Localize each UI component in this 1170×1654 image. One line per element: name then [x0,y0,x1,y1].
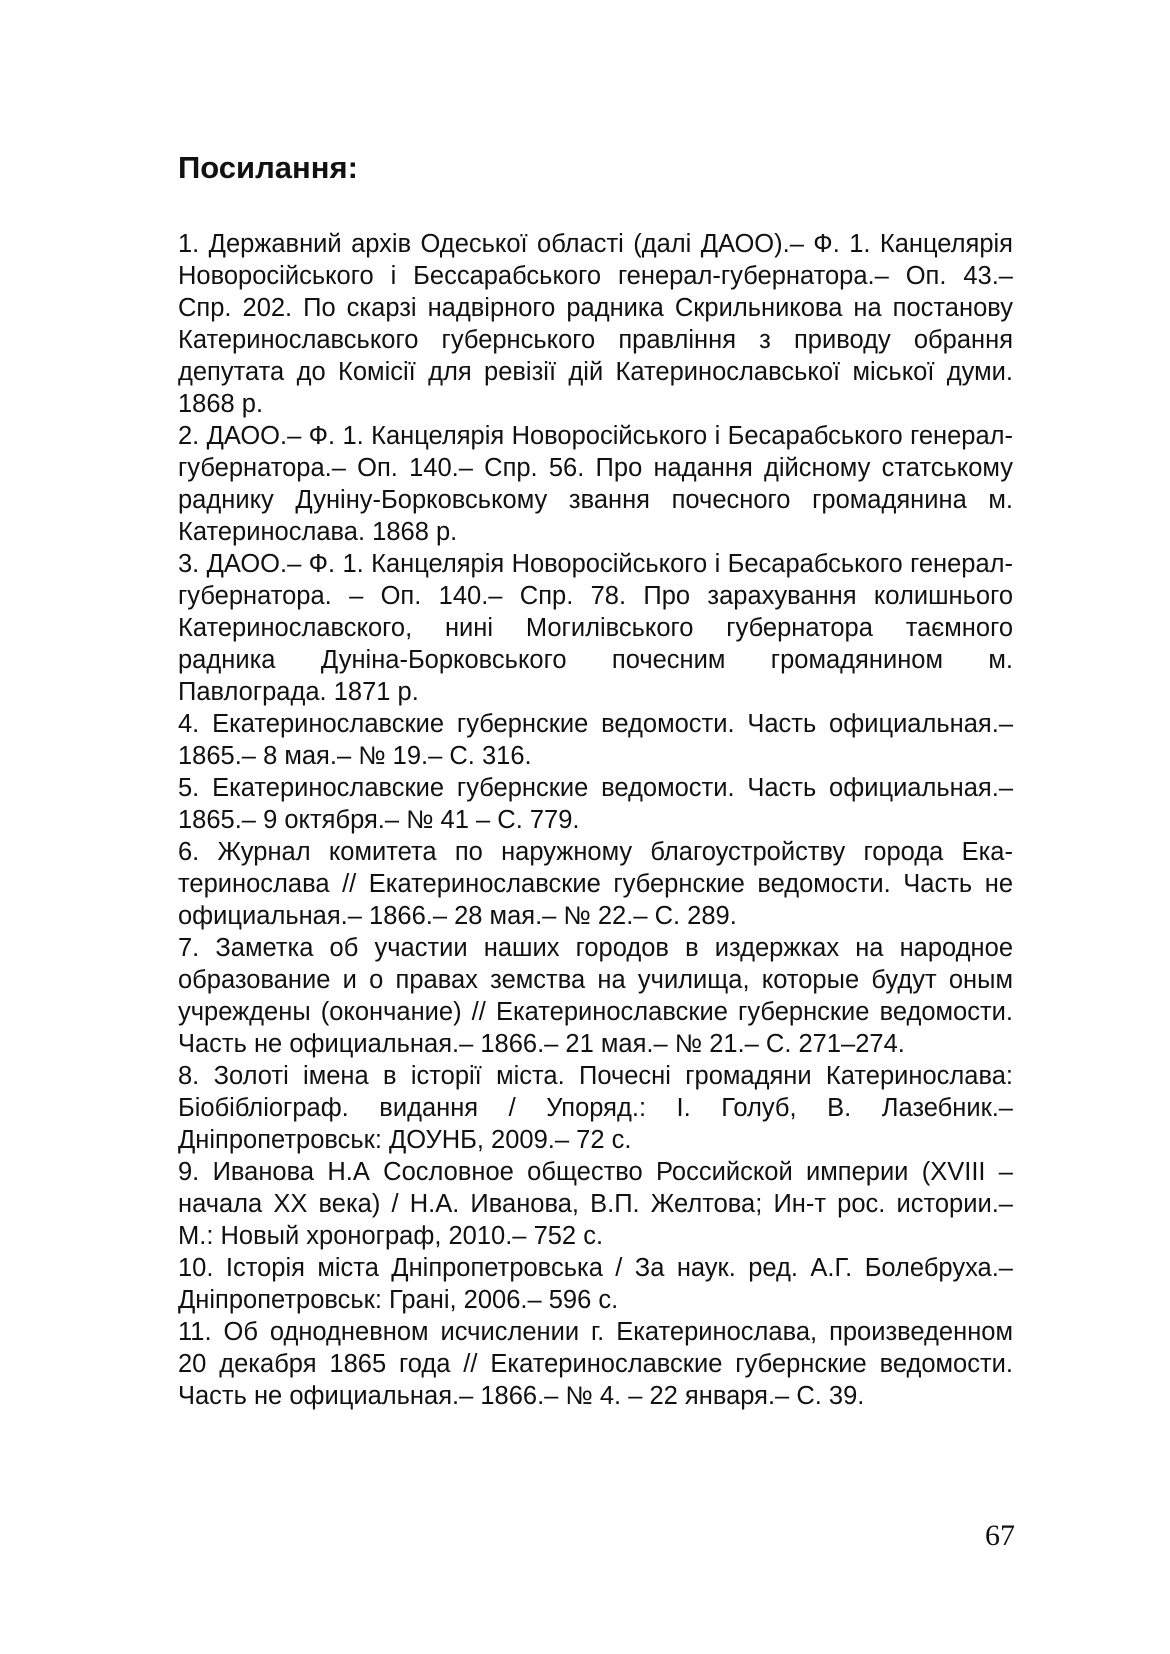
reference-item-10: 10. Історія міста Дніпропетровська / За наук. ред. А.Г. Болебруха.– Дніпропетровськ: Грані, 2006.– 596 с. [178,1254,1013,1314]
reference-item-7: 7. Заметка об участии наших городов в издержках на народное образование и о правах земства на училища, которые будут оным учреждены (окончание) // Екатеринославские губернские ведомости. Часть не официальная.– 1866.– 21 мая.– № 21.– С. 271–274. [178,934,1013,1058]
references-heading: Посилання: [178,150,358,185]
page-content [178,148,1013,1412]
reference-item-2: 2. ДАОО.– Ф. 1. Канцелярія Новоросійського і Бесарабського генерал-губернатора.– Оп. 140.– Спр. 56. Про надання дійсному статському раднику Дуніну-Борковському звання почесного громадянина м. Катеринослава. 1868 р. [178,422,1013,546]
reference-item-6: 6. Журнал комитета по наружному благоустройству города Екатеринослава // Екатеринославские губернские ведомости. Часть не официальная.– 1866.– 28 мая.– № 22.– С. 289. [178,838,1013,930]
reference-item-3: 3. ДАОО.– Ф. 1. Канцелярія Новоросійського і Бесарабського генерал-губернатора. – Оп. 140.– Спр. 78. Про зарахування колишнього Катеринославского, нині Могилівського губернатора таємного радника Дуніна-Борковського почесним громадянином м. Павлограда. 1871 р. [178,550,1013,706]
reference-item-8: 8. Золоті імена в історії міста. Почесні громадяни Катеринослава: Біобібліограф. видання / Упоряд.: І. Голуб, В. Лазебник.– Дніпропетровськ: ДОУНБ, 2009.– 72 с. [178,1062,1013,1154]
reference-item-1: 1. Державний архів Одеської області (далі ДАОО).– Ф. 1. Канцелярія Новоросійського і Бессарабського генерал-губернатора.– Оп. 43.– Спр. 202. По скарзі надвірного радника Скрильникова на постанову Катеринославського губернського правління з приводу обрання депутата до Комісії для ревізії дій Катеринославської міської думи. 1868 р. [178,230,1013,418]
page-number: 67 [985,1519,1015,1552]
references-list [178,228,1013,1412]
reference-item-11: 11. Об однодневном исчислении г. Екатеринослава, произведенном 20 декабря 1865 года // Екатеринославские губернские ведомости. Часть не официальная.– 1866.– № 4. – 22 января.– С. 39. [178,1318,1013,1410]
reference-item-4: 4. Екатеринославские губернские ведомости. Часть официальная.– 1865.– 8 мая.– № 19.– С. 316. [178,710,1013,770]
reference-item-9: 9. Иванова Н.А Сословное общество Российской империи (XVIII – начала XX века) / Н.А. Иванова, В.П. Желтова; Ин-т рос. истории.– М.: Новый хронограф, 2010.– 752 с. [178,1158,1013,1250]
reference-item-5: 5. Екатеринославские губернские ведомости. Часть официальная.– 1865.– 9 октября.– № 41 – С. 779. [178,774,1013,834]
